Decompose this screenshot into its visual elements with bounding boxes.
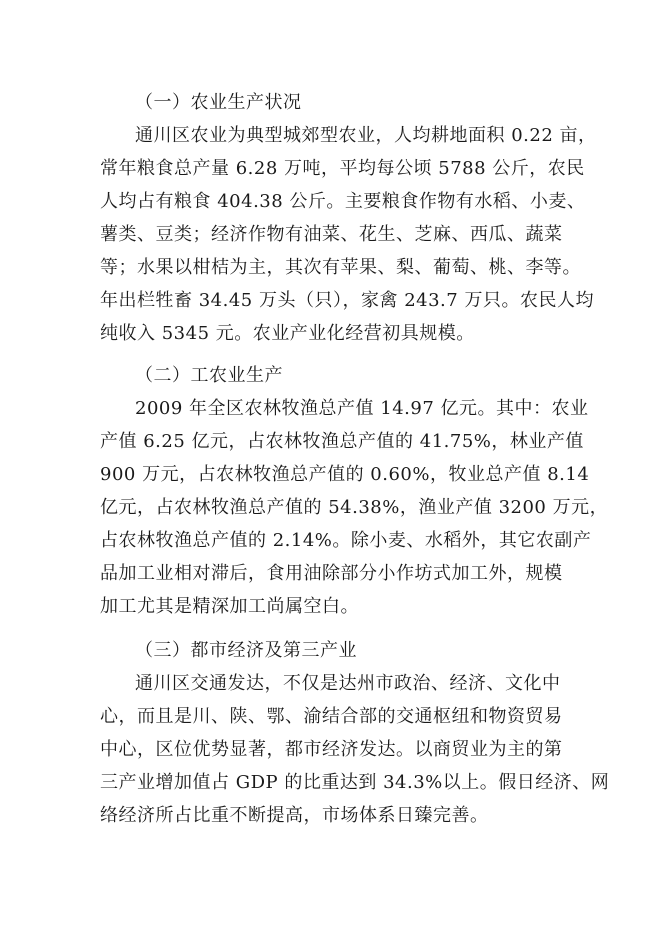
section3-line-4: 三产业增加值占 GDP 的比重达到 34.3%以上。假日经济、网 xyxy=(100,772,610,793)
section3-line-3: 中心，区位优势显著，都市经济发达。以商贸业为主的第 xyxy=(100,739,563,760)
section3-line-2: 心，而且是川、陕、鄂、渝结合部的交通枢纽和物资贸易 xyxy=(100,706,563,727)
section3-line-5: 络经济所占比重不断提高，市场体系日臻完善。 xyxy=(100,805,489,826)
section1-line-4: 薯类、豆类；经济作物有油菜、花生、芝麻、西瓜、蔬菜 xyxy=(100,224,563,245)
section2-line-3: 900 万元，占农林牧渔总产值的 0.60%，牧业总产值 8.14 xyxy=(100,464,590,485)
section1-line-1: 通川区农业为典型城郊型农业，人均耕地面积 0.22 亩， xyxy=(135,125,597,146)
section2-line-4: 亿元，占农林牧渔总产值的 54.38%，渔业产值 3200 万元， xyxy=(100,497,609,518)
section2-line-7: 加工尤其是精深加工尚属空白。 xyxy=(100,596,359,617)
section1-line-7: 纯收入 5345 元。农业产业化经营初具规模。 xyxy=(100,323,475,344)
section3-heading: （三）都市经济及第三产业 xyxy=(135,640,357,661)
section1-line-2: 常年粮食总产量 6.28 万吨，平均每公顷 5788 公斤，农民 xyxy=(100,158,585,179)
section2-line-5: 占农林牧渔总产值的 2.14%。除小麦、水稻外，其它农副产 xyxy=(100,530,592,551)
section2-heading: （二）工农业生产 xyxy=(135,365,283,386)
section1-line-3: 人均占有粮食 404.38 公斤。主要粮食作物有水稻、小麦、 xyxy=(100,191,586,212)
section2-line-2: 产值 6.25 亿元，占农林牧渔总产值的 41.75%，林业产值 xyxy=(100,431,584,452)
section1-heading: （一）农业生产状况 xyxy=(135,92,302,113)
section2-line-6: 品加工业相对滞后，食用油除部分小作坊式加工外，规模 xyxy=(100,563,563,584)
section1-line-6: 年出栏牲畜 34.45 万头（只），家禽 243.7 万只。农民人均 xyxy=(100,290,594,311)
section1-line-5: 等；水果以柑桔为主，其次有苹果、梨、葡萄、桃、李等。 xyxy=(100,257,581,278)
section2-line-1: 2009 年全区农林牧渔总产值 14.97 亿元。其中：农业 xyxy=(135,398,589,419)
section3-line-1: 通川区交通发达，不仅是达州市政治、经济、文化中 xyxy=(135,673,561,694)
